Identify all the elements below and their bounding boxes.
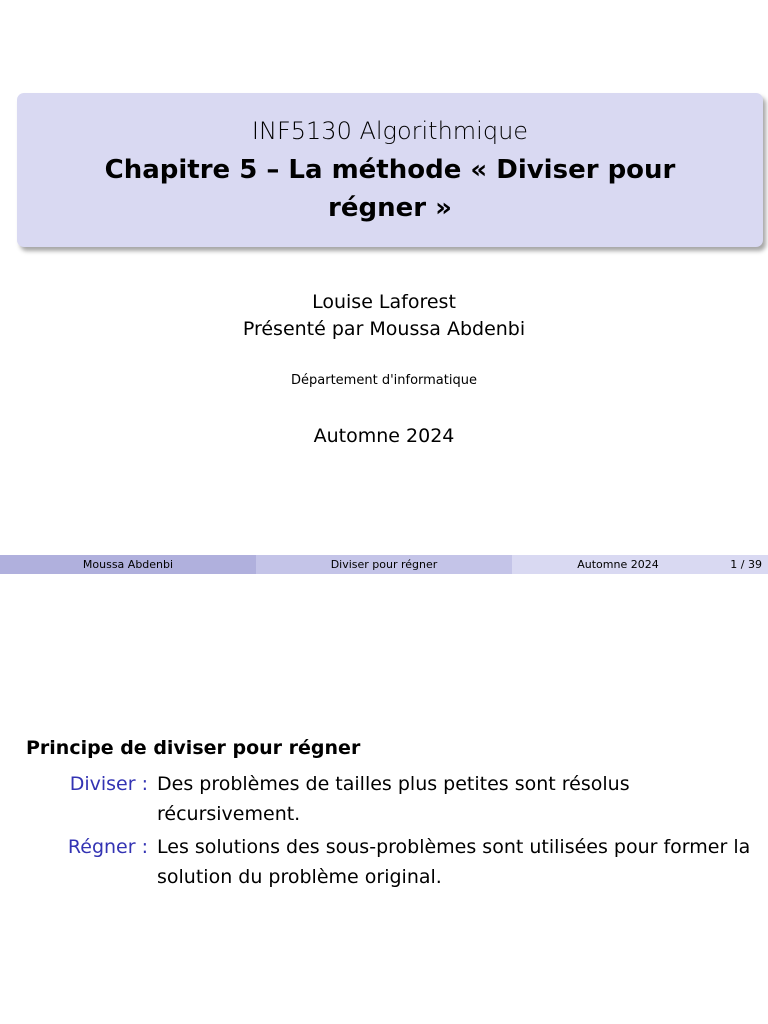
department: Département d'informatique (291, 373, 477, 388)
title-block (17, 93, 763, 247)
footer-bar (0, 555, 768, 574)
footer-page-number: 1 / 39 (730, 558, 762, 571)
footer-date: Automne 2024 (577, 558, 659, 571)
definition-body: Les solutions des sous-problèmes sont utilisées pour former la solution du problème original. (157, 836, 751, 888)
chapter-title: Chapitre 5 – La méthode « Diviser pour régner » (104, 155, 676, 223)
presenter-name: Présenté par Moussa Abdenbi (242, 318, 526, 340)
definition-term: Régner : (67, 836, 148, 858)
course-title: INF5130 Algorithmique (251, 117, 529, 145)
definition-body: Des problèmes de tailles plus petites sont résolus récursivement. (157, 773, 630, 825)
footer-title: Diviser pour régner (256, 555, 512, 574)
presentation-date: Automne 2024 (313, 425, 455, 447)
author-name: Louise Laforest (312, 291, 456, 313)
footer-author: Moussa Abdenbi (0, 555, 256, 574)
block-heading: Principe de diviser pour régner (26, 737, 361, 759)
principle-slide (0, 576, 768, 1024)
definition-term: Diviser : (69, 773, 148, 795)
